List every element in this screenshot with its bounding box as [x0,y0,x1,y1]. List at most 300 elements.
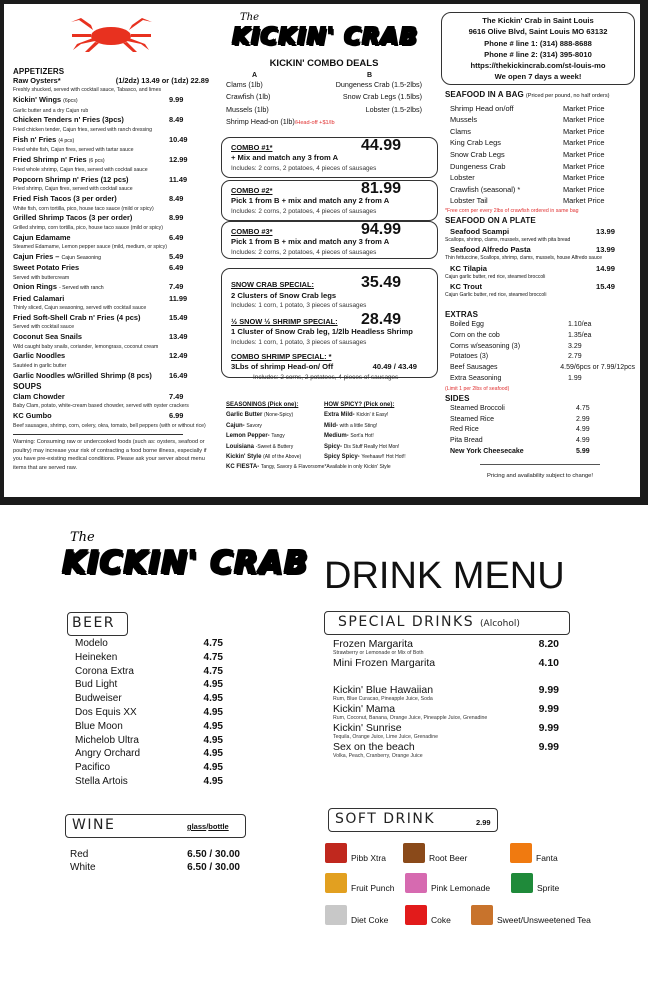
combo-option-row [226,91,422,103]
item-name: New York Cheesecake [450,447,524,455]
beer-price: 4.95 [203,762,223,774]
beer-price: 4.95 [203,775,223,787]
special-title-row [231,310,401,328]
item-price: 1.99 [568,374,582,382]
special-drink-row [333,722,559,734]
crab-icon [69,16,154,54]
item-name: Raw Oysters* [13,76,61,85]
item-name: Chicken Tenders n' Fries (3pcs) [13,115,124,125]
item-price: 11.99 [169,293,188,303]
item-description: White fish, corn tortilla, pico, house taco sauce (mild or spicy) [13,205,154,212]
menu-item-row [13,135,209,146]
beer-item [75,665,223,679]
price-row [450,342,635,353]
pricing-note: Pricing and availability subject to change! [486,472,594,479]
item-detail: (None-Spicy) [264,412,294,419]
item-price: 8.49 [169,194,184,204]
item-note: (4 pcs) [58,137,75,144]
special-description: 3Lbs of shrimp Head-on/ Off [231,362,334,372]
combo-description: Pick 1 from B + mix and match any 3 from A [231,237,390,247]
item-description: Cajun Garlic butter, red rice, steamed broccoli [445,292,547,299]
menu-item-row [13,371,209,381]
combo-title: COMBO #3* [231,227,273,236]
item-label: Garlic Butter [226,412,263,419]
item-name: Beef Sausages [450,364,498,372]
beer-name: Angry Orchard [75,748,141,760]
info-line: https://thekickincrab.com/st-louis-mo [470,61,606,71]
wine-name: Red [70,849,89,860]
soft-drink-item [325,905,388,925]
item-price: 16.49 [169,370,188,380]
item-name: Garlic Noodles [13,351,66,361]
special-drink-row [333,741,559,753]
menu-item [13,115,209,134]
item-label: Extra Mild- [324,412,355,419]
beer-name: Modelo [75,638,108,649]
option-a: Clams (1lb) [226,80,263,89]
item-detail: -Sweet & Buttery [255,443,294,450]
seafood-bag-section [445,89,635,482]
special-includes: Includes: 2 corns, 2 potatoes, 4 pieces of sausages [253,373,399,381]
plate-row [445,244,615,255]
special-description: 2 Clusters of Snow Crab legs [231,290,337,300]
item-name: Fried Calamari [13,293,65,303]
item-price: 1.35/ea [568,331,592,339]
item-price: 8.49 [169,115,184,125]
plate-item [445,263,635,282]
price-row [450,331,635,342]
appetizers-section [13,67,209,472]
special-drink-row [333,684,559,696]
crawfish-note: *Free corn per every 2lbs of crawfish ordered in same bag [445,207,579,214]
fruit-punch-logo-icon [325,873,347,893]
item-price: (1/2dz) 13.49 or (1dz) 22.89 [115,76,209,85]
item-name: Popcorn Shrimp n' Fries (12 pcs) [13,175,129,185]
seasoning-limit-note: (Limit 1 per 2lbs of seafood) [445,385,510,392]
menu-item-row [13,263,209,273]
soft-drink-name: Sprite [537,883,560,893]
drink-name: Kickin' Mama [333,703,396,715]
item-name: Pita Bread [450,437,483,445]
item-price: 11.49 [169,175,188,185]
combo-title-row [231,137,401,154]
list-item [324,410,406,420]
item-price: 2.79 [568,353,582,361]
beer-price: 4.95 [203,679,223,691]
list-item [226,462,391,472]
item-name: Clam Chowder [13,392,65,402]
item-note: (6 pcs) [88,157,105,164]
combo-deal-box [221,221,438,259]
item-note: - Served with ranch [59,285,104,292]
item-description: Steamed Edamame, Lemon pepper sauce (mild, medium, or spicy) [13,244,167,251]
sweet-unsweetened-tea-logo-icon [471,905,493,925]
price-row [450,172,635,184]
item-name: Seafood Alfredo Pasta [450,245,531,255]
item-name: Boiled Egg [450,320,484,328]
wine-item [70,861,240,874]
special-price: 35.49 [360,274,401,291]
beer-item [75,692,223,706]
soft-drink-name: Sweet/Unsweetened Tea [497,915,591,925]
item-price: 4.99 [576,426,590,434]
item-price: 7.49 [169,392,184,402]
wine-heading: WINE [72,817,116,833]
menu-item-row [13,282,209,293]
item-name: King Crab Legs [450,138,501,148]
soft-drink-price: 2.99 [476,818,491,827]
option-b: Snow Crab Legs (1.5lbs) [342,92,422,102]
beer-name: Stella Artois [75,775,128,787]
wine-list [70,848,240,874]
wine-price: 6.50 / 30.00 [187,849,240,860]
item-note: Cajun Seasoning [61,254,101,261]
menu-item-row [13,155,209,166]
beer-item [75,761,223,775]
item-name: Kickin' Wings (6pcs) [13,95,78,105]
item-detail: Tangy [271,433,285,440]
beer-price: 4.95 [203,734,223,746]
drink-price: 4.10 [538,657,559,669]
info-line: Phone # line 2: (314) 395-8010 [484,49,592,59]
combo-title: COMBO #1* [231,143,273,152]
plate-row [445,226,615,237]
item-description: Cajun garlic butter, red rice, steamed broccoli [445,273,546,280]
beer-price: 4.95 [203,720,223,732]
item-price: 4.99 [576,437,590,445]
item-name: Snow Crab Legs [450,149,505,159]
menu-item [13,155,209,175]
menu-item [13,194,209,213]
soft-drink-name: Coke [431,915,451,925]
item-price: 7.49 [169,282,184,292]
divider [480,464,600,465]
special-title: SNOW CRAB SPECIAL: [231,280,314,289]
item-label: Lemon Pepper- [226,433,270,440]
beer-item [75,637,223,651]
beer-name: Budweiser [75,693,122,705]
item-description: Fried shrimp, Cajun fires, served with cocktail sauce [13,186,133,193]
diet-coke-logo-icon [325,905,347,925]
combo-heading: KICKIN' COMBO DEALS [269,58,379,69]
special-drink [333,741,559,760]
list-item [324,442,406,452]
item-price: 14.99 [595,263,615,273]
sides-heading: SIDES [445,393,470,403]
item-detail: Sort'a Hot! [350,433,374,440]
menu-item-row [13,252,209,263]
soft-drink-item [325,843,386,863]
info-line: Phone # line 1: (314) 888-8688 [484,38,592,48]
plate-item [445,244,635,263]
plate-row [445,263,615,274]
menu-item [13,76,209,95]
special-sub-row [231,362,417,373]
price-row [450,195,635,207]
soft-drink-item [405,905,451,925]
drink-name: Kickin' Blue Hawaiian [333,684,434,696]
beer-item [75,734,223,748]
beer-name: Bud Light [75,679,118,691]
drink-menu-page [0,505,648,1000]
combo-description: Pick 1 from B + mix and match any 2 from A [231,196,390,206]
special-deal [231,274,421,312]
price-row [450,320,635,331]
item-name: Extra Seasoning [450,374,502,382]
specials-list [231,274,421,383]
item-description: Served with buttercream [13,274,70,281]
plate-item [445,281,635,300]
beer-item [75,775,223,789]
soft-drink-name: Fanta [536,853,558,863]
beer-name: Michelob Ultra [75,734,139,746]
item-detail: Yeehaaw!! Hot Hot!! [361,454,406,461]
special-drink [333,684,559,703]
menu-item [13,294,209,313]
special-deal [231,352,421,384]
item-price: 4.75 [576,404,590,412]
item-price: 13.99 [595,226,615,236]
item-name: Sweet Potato Fries [13,263,80,273]
special-drink-row [333,657,559,669]
menu-item-row [13,392,209,402]
beer-heading: BEER [72,615,116,631]
price-row [450,126,635,138]
beer-name: Blue Moon [75,720,123,732]
menu-item [13,233,209,252]
menu-item [13,135,209,155]
list-item [324,452,406,462]
drink-description: Volka, Peach, Cranberry, Orange Juice [333,753,423,759]
item-description: Fried whole shrimp, Cajun fries, served with cocktail sauce [13,167,148,174]
soft-drink-item [510,843,558,863]
price-row [450,184,635,196]
drink-description: Rum, Coconut, Banana, Orange Juice, Pineapple Juice, Grenadine [333,715,488,721]
soft-drink-item [471,905,591,925]
drink-description: Rum, Blue Curacao, Pineapple Juice, Soda [333,696,433,702]
soft-drink-name: Fruit Punch [351,883,395,893]
price-row [450,149,635,161]
item-description: Scallops, shrimp, clams, mussels, served with pita bread [445,236,571,243]
price-row [450,103,635,115]
drink-menu-title: DRINK MENU [324,555,565,597]
menu-item-row [13,175,209,185]
soft-drink-name: Pink Lemonade [431,883,491,893]
menu-item [13,371,209,381]
shrimp-note: /Head-off +$1/lb [294,120,335,127]
item-name: Fish n' Fries (4 pcs) [13,134,75,144]
item-detail: with a little Sting! [339,422,378,429]
plate-heading: SEAFOOD ON A PLATE [445,215,536,225]
menu-item-row [13,351,209,361]
beer-price: 4.75 [203,651,223,663]
beer-item [75,651,223,665]
beer-list [75,637,223,789]
item-note: (6pcs) [63,98,78,105]
menu-item [13,95,209,115]
special-sub-row [231,291,417,302]
special-drink-row [333,703,559,715]
item-name: Fried Soft-Shell Crab n' Fries (4 pcs) [13,313,141,323]
list-item [324,421,406,431]
item-description: Sautéed in garlic butter [13,362,67,369]
item-price: 1.10/ea [568,320,592,328]
seasonings-heading: SEASONINGS (Pick one): [226,402,299,408]
beer-price: 4.75 [203,665,223,677]
combo-title-row [231,180,401,197]
item-label: Cajun- [226,422,245,429]
special-title: COMBO SHRIMP SPECIAL: * [231,351,332,361]
item-label: Spicy- [324,443,343,450]
combo-price: 44.99 [360,137,401,154]
item-detail: Tangy, Savory & Flavorsome*Available in only Kickin' Style [260,464,391,471]
special-drink [333,657,559,669]
item-price: Market Price [563,149,605,159]
combo-includes: Includes: 2 corns, 2 potatoes, 4 pieces of sausages [231,207,377,215]
item-name: Grilled Shrimp Tacos (3 per order) [13,213,133,223]
special-title-row [231,352,417,363]
soft-drink-item [405,873,490,893]
beer-price: 4.95 [203,748,223,760]
special-drink [333,722,559,741]
spicy-heading: HOW SPICY? (Pick one): [324,402,395,408]
item-price: Market Price [563,115,605,125]
glass-label: glass [187,822,207,831]
item-name: KC Gumbo [13,411,52,421]
item-detail: (All of the Above) [263,454,302,461]
beer-price: 4.95 [203,706,223,718]
item-name: Fried Shrimp n' Fries (6 pcs) [13,154,105,164]
menu-item-row [13,76,209,86]
combo-title: COMBO #2* [231,186,273,195]
drink-price: 9.99 [538,722,559,734]
combo-description: + Mix and match any 3 from A [231,153,339,163]
option-a: Mussels (1lb) [226,104,269,114]
beer-name: Heineken [75,651,118,663]
combo-deal-box [221,137,438,178]
beer-item [75,678,223,692]
price-row [450,363,635,374]
item-description: Beef sausages, shrimp, corn, celery, okra, tomato, bell peppers (with or without rice) [13,422,206,429]
item-name: Red Rice [450,426,479,434]
item-price: 6.99 [169,411,184,421]
item-name: Clams [450,126,471,136]
special-description: 1 Cluster of Snow Crab leg, 1/2lb Headless Shrimp [231,327,413,337]
menu-item [13,175,209,194]
price-row [450,404,635,415]
special-deal [231,310,421,349]
special-drink-row [333,638,559,650]
item-description: Baby Clam, potato, white-cream based chowder, served with oyster crackers [13,403,189,410]
bottle-label: bottle [208,822,229,831]
menu-item [13,213,209,232]
item-price: Market Price [563,138,605,148]
bag-heading: SEAFOOD IN A BAG [445,90,524,99]
item-price: 8.99 [169,213,184,223]
item-name: Dungeness Crab [450,161,506,171]
price-row [450,374,635,385]
glass-bottle-label: glass/bottle [187,822,229,831]
fanta-logo-icon [510,843,532,863]
soft-drink-name: Pibb Xtra [351,853,386,863]
item-description: Grilled shrimp, corn tortilla, pico, house taco sauce (mild or spicy) [13,224,163,231]
item-name: Lobster [450,173,475,183]
combo-section [226,58,422,130]
shrimp-option: Shrimp Head-on (1lb) [226,117,295,127]
soft-drink-item [325,873,394,893]
item-price: 13.99 [595,245,615,255]
soft-drink-item [511,873,559,893]
drink-description: Tequila, Orange Juice, Lime Juice, Grenadine [333,734,438,740]
combo-price: 81.99 [360,180,401,197]
soft-drink-name: Root Beer [429,853,468,863]
item-name: KC Trout [450,282,483,292]
soft-drink-heading: SOFT DRINK [335,811,436,827]
item-name: Onion Rings - Served with ranch [13,282,104,292]
food-menu-page [4,4,640,497]
price-row [450,352,635,363]
pibb-xtra-logo-icon [325,843,347,863]
drink-price: 9.99 [538,703,559,715]
special-drink [333,703,559,722]
menu-item [13,411,209,430]
menu-item-row [13,313,209,323]
item-name: Crawfish (seasonal) * [450,184,521,194]
price-row [450,447,635,458]
soft-drink-name: Diet Coke [351,915,389,925]
combo-price: 94.99 [360,221,401,238]
beer-name: Dos Equis XX [75,706,137,718]
combo-option-row [226,104,422,116]
price-row [450,425,635,436]
soft-drink-item [403,843,467,863]
item-detail: Savory [246,422,262,429]
item-price: 13.49 [169,332,188,342]
special-drinks-list [333,638,559,760]
kickin-crab-logo: The KICKIN' CRAB [62,530,309,581]
price-row [450,137,635,149]
beer-item [75,720,223,734]
wine-item [70,848,240,861]
item-label: Kickin' Style [226,454,262,461]
combo-option-row [226,79,422,91]
soups-heading: SOUPS [13,382,42,392]
item-description: Freshly shucked, served with cocktail sauce, Tabasco, and limes [13,87,162,94]
item-label: Spicy Spicy- [324,454,360,461]
beer-price: 4.95 [203,693,223,705]
option-a: Crawfish (1lb) [226,92,271,102]
menu-item [13,282,209,293]
item-price: Market Price [563,196,605,206]
menu-item [13,263,209,282]
special-includes: Includes: 1 corn, 1 potato, 3 pieces of sausages [231,302,367,310]
item-price: Market Price [563,161,605,171]
option-b: Dungeness Crab (1.5-2lbs) [335,80,422,89]
wine-name: White [70,862,96,873]
appetizers-heading: APPETIZERS [13,67,65,76]
item-name: Corns w/seasoning (3) [450,342,521,350]
coke-logo-icon [405,905,427,925]
extras-heading: EXTRAS [445,309,479,319]
root-beer-logo-icon [403,843,425,863]
item-name: KC Tilapia [450,263,487,273]
info-line: 9616 Olive Blvd, Saint Louis MO 63132 [468,27,608,37]
raw-food-warning: Warning: Consuming raw or undercooked foods (such as: oysters, seafood or poultry) may increase your risk of contracting a food borne illness, especially if you have pre-existing medical conditions. Please ask your server about menu items that are served raw. [13,439,207,471]
plate-row [445,281,615,292]
item-price: 12.49 [169,351,188,361]
price-row [450,415,635,426]
menu-item-row [13,411,209,421]
